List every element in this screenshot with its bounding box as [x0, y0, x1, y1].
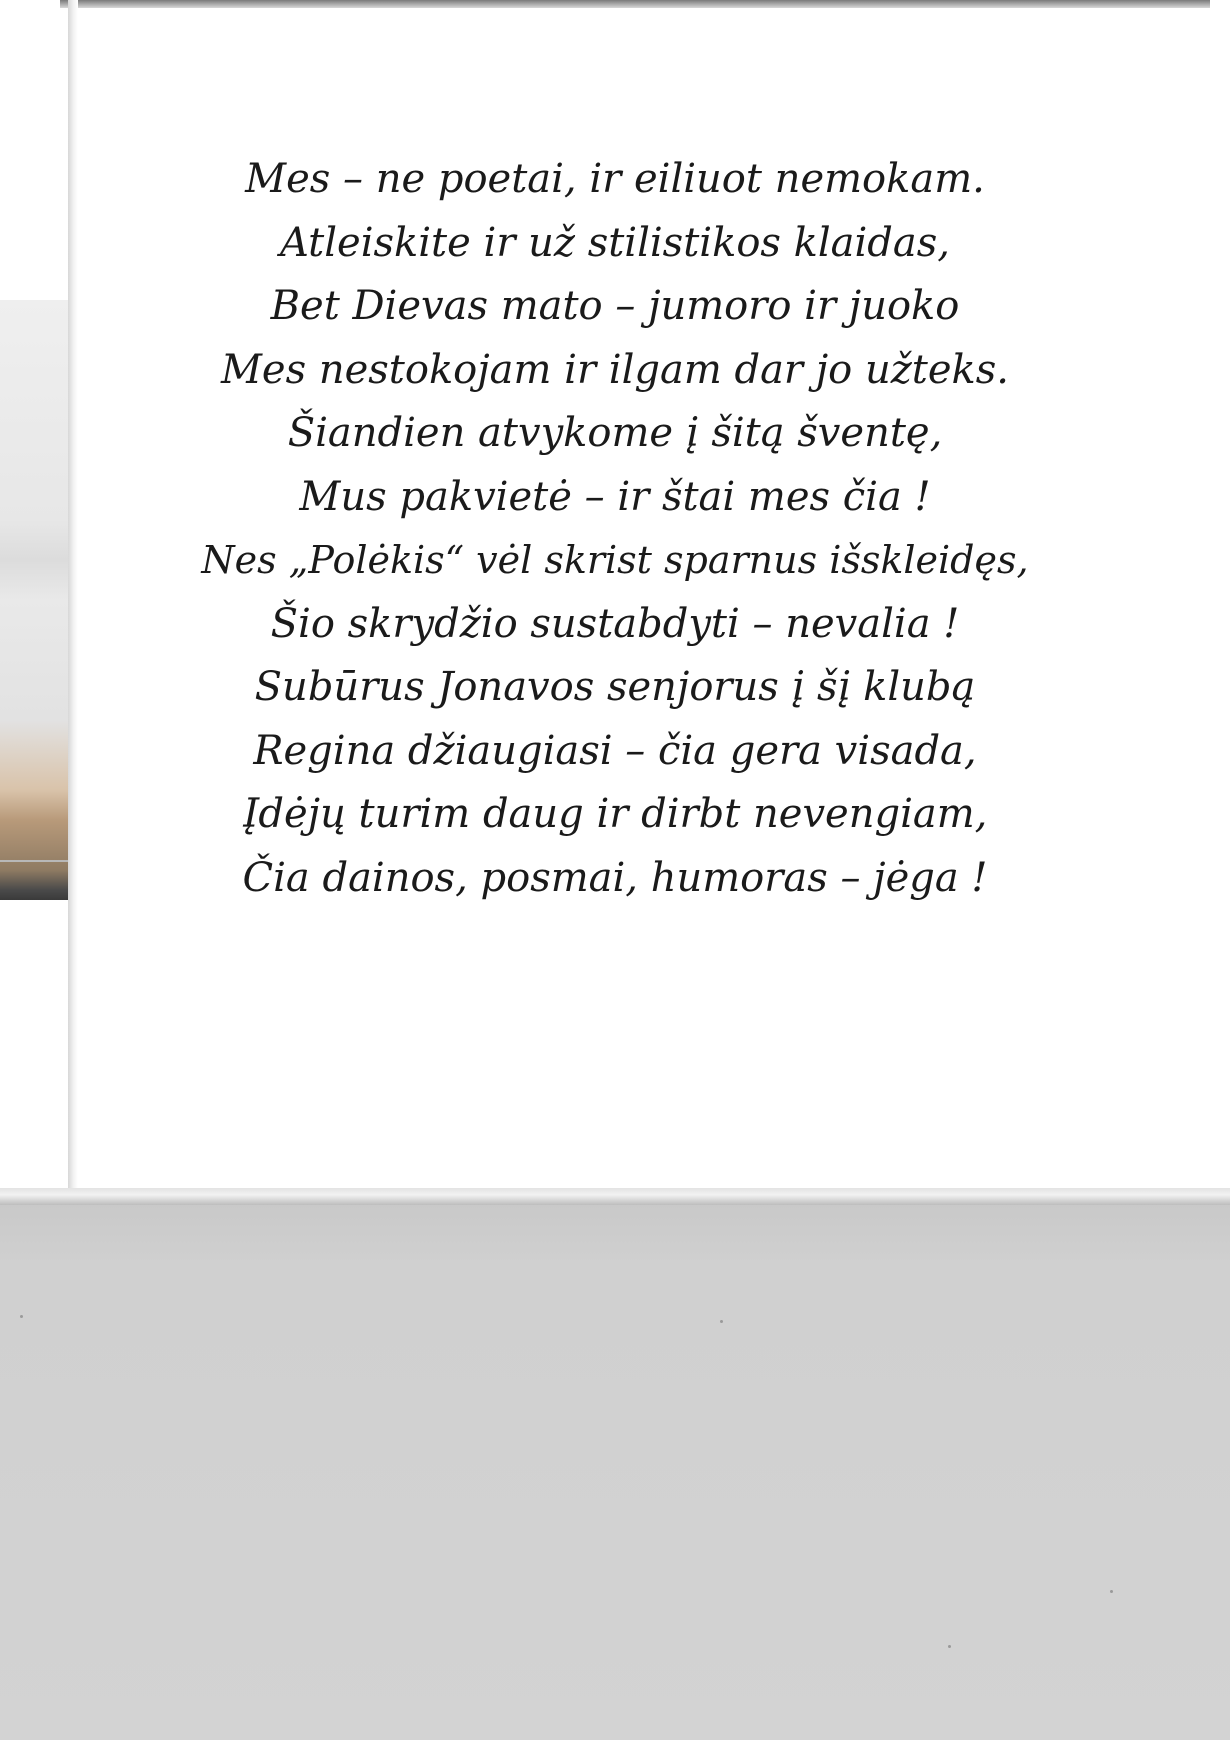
poem-line-2: Atleiskite ir už stilistikos klaidas,	[279, 219, 951, 266]
poem-line-9: Subūrus Jonavos senjorus į šį klubą	[254, 664, 976, 710]
scan-speck	[20, 1315, 23, 1318]
poem-line-12: Čia dainos, posmai, humoras – jėga !	[242, 854, 988, 901]
poem-line-10: Regina džiaugiasi – čia gera visada,	[253, 727, 977, 774]
scan-speck	[1110, 1590, 1113, 1593]
scan-speck	[720, 1320, 723, 1323]
page-bottom-edge	[0, 1188, 1230, 1205]
poem-line-4: Mes nestokojam ir ilgam dar jo užteks.	[220, 346, 1010, 393]
poem-line-5: Šiandien atvykome į šitą šventę,	[287, 410, 943, 456]
poem	[0, 148, 1230, 910]
poem-line-3: Bet Dievas mato – jumoro ir juoko	[270, 283, 960, 329]
poem-line-11: Įdėjų turim daug ir dirbt nevengiam,	[242, 791, 988, 837]
scan-speck	[948, 1645, 951, 1648]
poem-line-8: Šio skrydžio sustabdyti – nevalia !	[270, 600, 960, 647]
poem-line-7: Nes „Polėkis“ vėl skrist sparnus išskleidęs,	[201, 538, 1029, 582]
poem-line-1: Mes – ne poetai, ir eiliuot nemokam.	[245, 156, 985, 202]
scanner-background	[0, 1205, 1230, 1740]
scan-top-edge	[60, 0, 1210, 8]
poem-line-6: Mus pakvietė – ir štai mes čia !	[299, 473, 931, 520]
